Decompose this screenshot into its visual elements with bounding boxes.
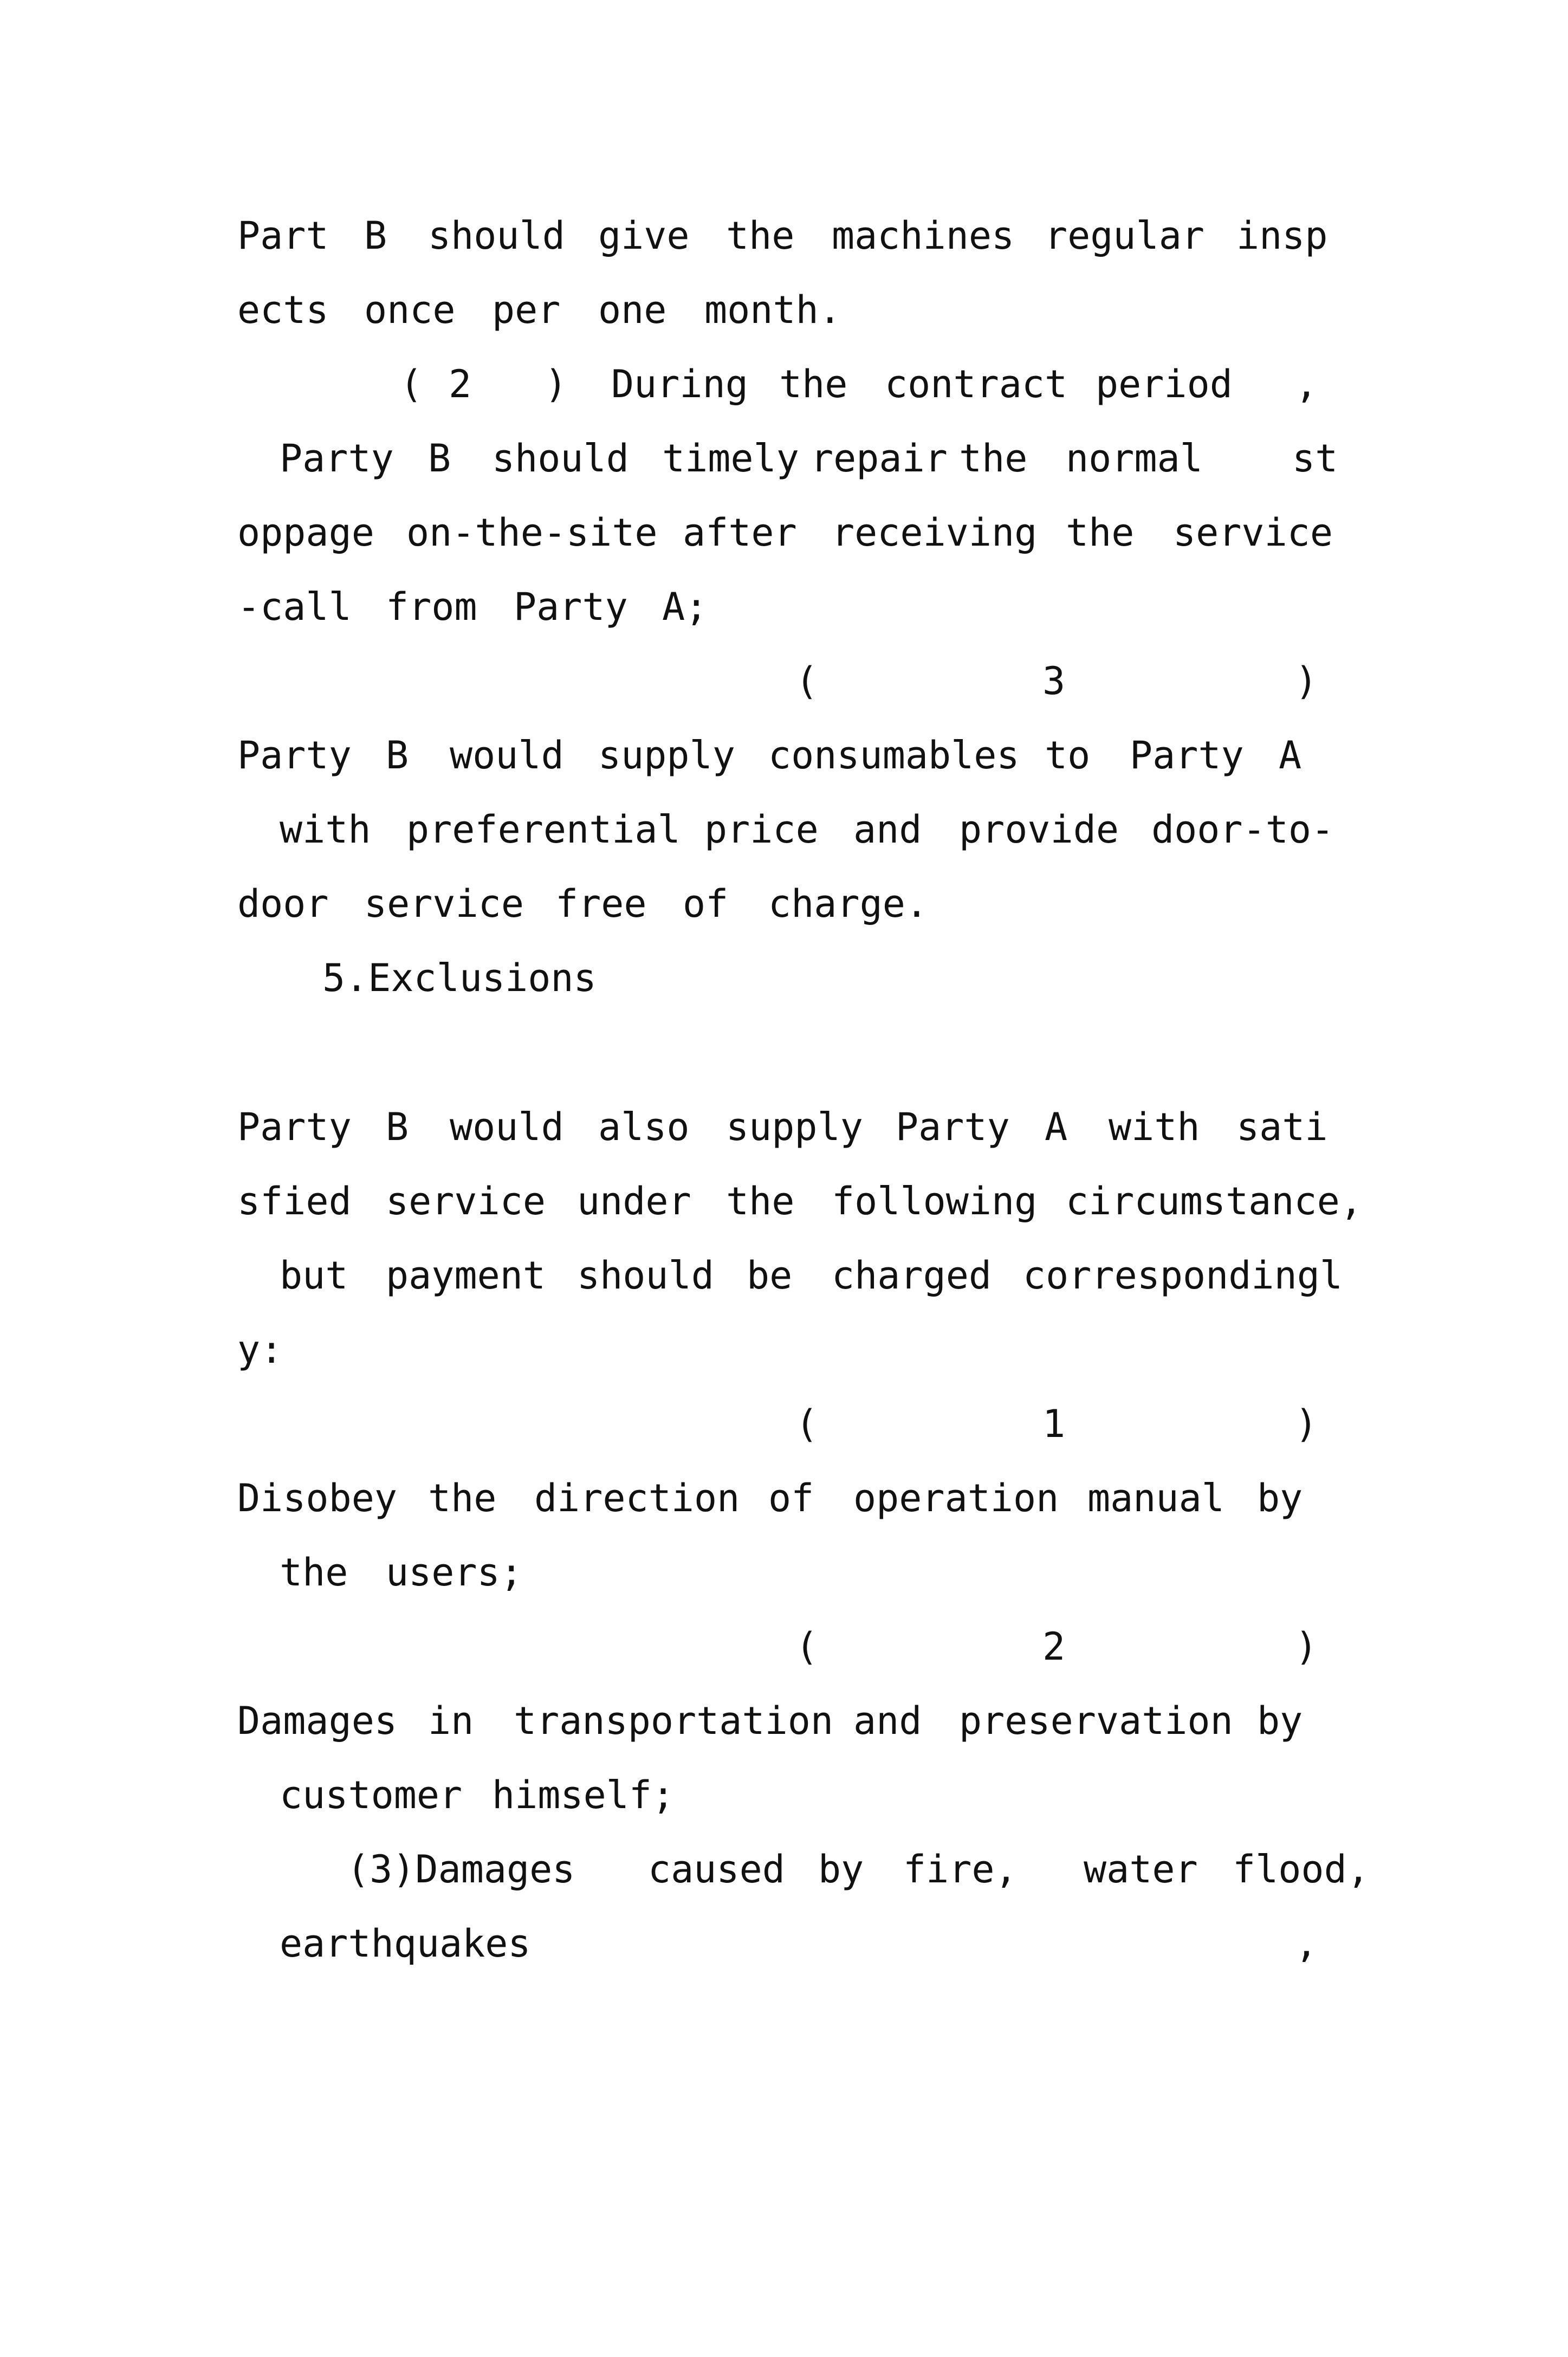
text-line (0, 1391, 1568, 1456)
word: flood, (1233, 1847, 1370, 1892)
word: also (598, 1105, 690, 1149)
word: from (386, 585, 477, 629)
word: period (1096, 362, 1233, 406)
text-line (0, 1688, 1568, 1753)
word: , (1295, 1921, 1318, 1966)
word: fire, (903, 1847, 1018, 1892)
word: supply (598, 733, 735, 778)
word: charge. (768, 882, 929, 926)
text-line (0, 1466, 1568, 1531)
word: 2 (1042, 1624, 1066, 1669)
word: the (779, 362, 848, 406)
word: per (492, 288, 561, 332)
word: ( (795, 1402, 819, 1446)
word: B (428, 436, 451, 481)
word: consumables (768, 733, 1020, 778)
word: be (747, 1253, 793, 1298)
text-line (0, 352, 1568, 417)
word: A (1045, 1105, 1068, 1149)
word: regular (1045, 213, 1205, 258)
text-line (0, 1317, 1568, 1382)
text-line (0, 649, 1568, 714)
word: Party (280, 436, 394, 481)
word: During (611, 362, 748, 406)
word: repair (811, 436, 948, 481)
word: caused (648, 1847, 785, 1892)
word: the (428, 1476, 497, 1520)
word: Party (1130, 733, 1244, 778)
word: preferential (406, 807, 681, 852)
word: but (280, 1253, 348, 1298)
word: preservation (959, 1699, 1233, 1743)
word: B (386, 1105, 409, 1149)
word: ( (400, 362, 423, 406)
word: by (818, 1847, 864, 1892)
word: (3)Damages (347, 1847, 575, 1892)
word: timely (662, 436, 799, 481)
text-line (0, 500, 1568, 565)
word: to (1045, 733, 1091, 778)
word: and (853, 1699, 922, 1743)
word: ) (1295, 1624, 1318, 1669)
word: ) (1295, 1402, 1318, 1446)
word: B (364, 213, 387, 258)
word: the (726, 213, 795, 258)
word: earthquakes (280, 1921, 531, 1966)
word: 5.Exclusions (322, 956, 597, 1000)
word: 2 (449, 362, 472, 406)
word: in (428, 1699, 474, 1743)
word: Party (237, 1105, 352, 1149)
word: correspondingl (1023, 1253, 1343, 1298)
word: -call (237, 585, 352, 629)
word: manual (1087, 1476, 1224, 1520)
word: direction (534, 1476, 740, 1520)
word: following (832, 1179, 1038, 1223)
word: should (428, 213, 565, 258)
word: free (555, 882, 647, 926)
word: should (492, 436, 629, 481)
word: the (959, 436, 1028, 481)
text-line (0, 723, 1568, 788)
word: give (598, 213, 690, 258)
word: the (280, 1550, 348, 1595)
word: machines (832, 213, 1015, 258)
word: sati (1236, 1105, 1328, 1149)
word: service (386, 1179, 546, 1223)
word: contract (885, 362, 1068, 406)
word: ects (237, 288, 329, 332)
text-line (0, 1837, 1568, 1902)
word: circumstance, (1066, 1179, 1363, 1223)
word: ) (1295, 659, 1318, 703)
word: would (450, 733, 564, 778)
word: by (1257, 1699, 1303, 1743)
word: supply (726, 1105, 863, 1149)
word: Party (896, 1105, 1010, 1149)
text-line (0, 1911, 1568, 1976)
word: customer (280, 1773, 463, 1817)
word: Party (514, 585, 628, 629)
word: on-the-site (406, 510, 658, 555)
word: 3 (1042, 659, 1066, 703)
word: ( (795, 1624, 819, 1669)
word: A (1279, 733, 1302, 778)
word: the (726, 1179, 795, 1223)
word: price (704, 807, 819, 852)
word: Part (237, 213, 329, 258)
word: water (1084, 1847, 1198, 1892)
word: charged (832, 1253, 992, 1298)
text-line (0, 203, 1568, 268)
word: himself; (492, 1773, 675, 1817)
word: provide (959, 807, 1119, 852)
word: by (1257, 1476, 1303, 1520)
word: under (577, 1179, 691, 1223)
word: once (364, 288, 456, 332)
text-line (0, 871, 1568, 936)
word: of (683, 882, 729, 926)
text-line (0, 1243, 1568, 1308)
word: with (280, 807, 371, 852)
word: normal (1066, 436, 1203, 481)
word: st (1292, 436, 1338, 481)
text-line (0, 1169, 1568, 1234)
word: , (1295, 362, 1318, 406)
word: A; (662, 585, 708, 629)
text-line (0, 1095, 1568, 1160)
word: B (386, 733, 409, 778)
word: 1 (1042, 1402, 1066, 1446)
word: with (1109, 1105, 1200, 1149)
word: door-to- (1151, 807, 1334, 852)
text-line (0, 277, 1568, 342)
word: of (768, 1476, 814, 1520)
word: service (364, 882, 524, 926)
word: Party (237, 733, 352, 778)
text-line (0, 1614, 1568, 1679)
text-line (0, 426, 1568, 491)
word: payment (386, 1253, 546, 1298)
word: ( (795, 659, 819, 703)
text-line (0, 1540, 1568, 1605)
word: and (853, 807, 922, 852)
text-line (0, 797, 1568, 862)
word: users; (386, 1550, 523, 1595)
word: would (450, 1105, 564, 1149)
word: service (1173, 510, 1333, 555)
section-heading (0, 946, 1568, 1011)
text-line (0, 574, 1568, 639)
word: should (577, 1253, 714, 1298)
word: door (237, 882, 329, 926)
word: y: (237, 1328, 283, 1372)
text-line (0, 1763, 1568, 1828)
word: Damages (237, 1699, 398, 1743)
word: ) (545, 362, 568, 406)
word: receiving (832, 510, 1038, 555)
word: Disobey (237, 1476, 398, 1520)
word: transportation (514, 1699, 834, 1743)
word: insp (1236, 213, 1328, 258)
word: one (598, 288, 667, 332)
word: oppage (237, 510, 374, 555)
word: month. (704, 288, 841, 332)
word: after (683, 510, 797, 555)
word: the (1066, 510, 1135, 555)
word: operation (853, 1476, 1059, 1520)
word: sfied (237, 1179, 352, 1223)
